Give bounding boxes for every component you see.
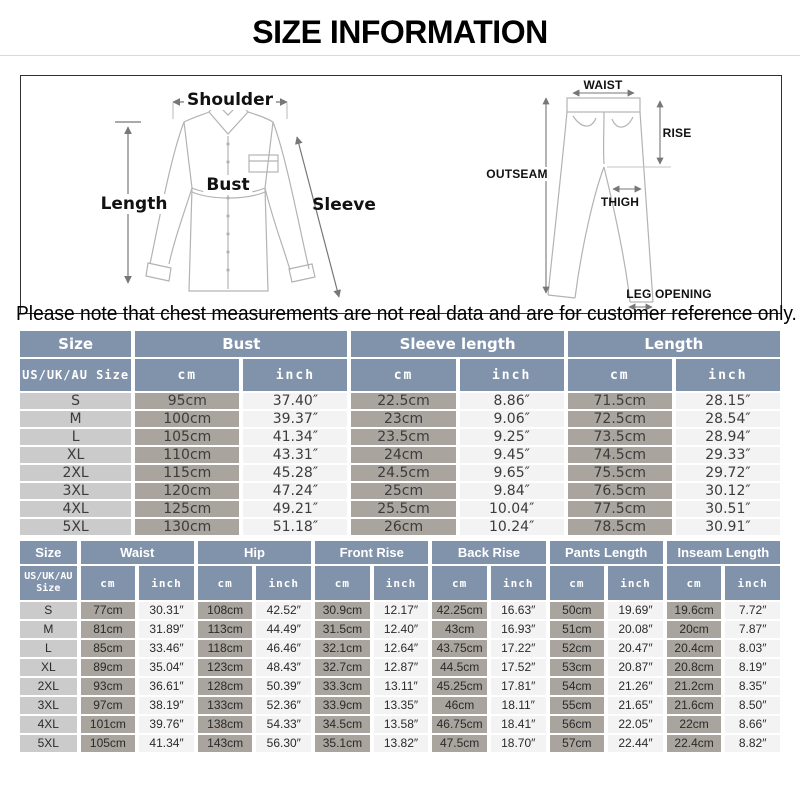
measure-cell: 54cm: [550, 678, 605, 695]
size-row-3xl: [20, 483, 780, 499]
measure-cell: 128cm: [198, 678, 253, 695]
unit-header-inch: inch: [725, 566, 780, 600]
group-header-sleeve-length: Sleeve length: [351, 331, 563, 357]
measure-cell: 18.41″: [491, 716, 546, 733]
unit-header-row: [20, 566, 780, 600]
measure-cell: 20cm: [667, 621, 722, 638]
size-cell: M: [20, 411, 131, 427]
size-cell: M: [20, 621, 77, 638]
measure-cell: 21.26″: [608, 678, 663, 695]
measure-cell: 72.5cm: [568, 411, 672, 427]
measure-cell: 22cm: [667, 716, 722, 733]
size-cell: 2XL: [20, 678, 77, 695]
unit-header-cm: cm: [198, 566, 253, 600]
length-label: Length: [98, 194, 171, 214]
measure-cell: 20.4cm: [667, 640, 722, 657]
measure-cell: 20.8cm: [667, 659, 722, 676]
measure-cell: 57cm: [550, 735, 605, 752]
measure-cell: 34.5cm: [315, 716, 370, 733]
measure-cell: 39.76″: [139, 716, 194, 733]
unit-header-cm: cm: [550, 566, 605, 600]
measure-cell: 100cm: [135, 411, 239, 427]
measure-cell: 8.19″: [725, 659, 780, 676]
measure-cell: 32.1cm: [315, 640, 370, 657]
measure-cell: 13.58″: [374, 716, 429, 733]
unit-header-cm: cm: [81, 566, 136, 600]
measure-cell: 36.61″: [139, 678, 194, 695]
measure-cell: 22.5cm: [351, 393, 455, 409]
size-cell: L: [20, 640, 77, 657]
measure-cell: 101cm: [81, 716, 136, 733]
measure-cell: 48.43″: [256, 659, 311, 676]
size-row-4xl: [20, 501, 780, 517]
unit-header-cm: cm: [568, 359, 672, 391]
measure-cell: 75.5cm: [568, 465, 672, 481]
size-cell: 4XL: [20, 716, 77, 733]
bottom-size-table: [16, 539, 784, 754]
measure-cell: 18.70″: [491, 735, 546, 752]
measure-cell: 47.24″: [243, 483, 347, 499]
measure-cell: 43.31″: [243, 447, 347, 463]
measure-cell: 130cm: [135, 519, 239, 535]
unit-header-inch: inch: [491, 566, 546, 600]
measure-cell: 35.04″: [139, 659, 194, 676]
size-row-4xl: [20, 716, 780, 733]
measure-cell: 51.18″: [243, 519, 347, 535]
measure-cell: 30.9cm: [315, 602, 370, 619]
measure-cell: 21.65″: [608, 697, 663, 714]
measure-cell: 78.5cm: [568, 519, 672, 535]
measure-cell: 77.5cm: [568, 501, 672, 517]
measure-cell: 43.75cm: [432, 640, 487, 657]
measure-cell: 31.89″: [139, 621, 194, 638]
group-header-length: Length: [568, 331, 780, 357]
measure-cell: 38.19″: [139, 697, 194, 714]
group-header-pants-length: Pants Length: [550, 541, 663, 564]
leg-opening-label: LEG OPENING: [626, 287, 712, 301]
size-cell: XL: [20, 659, 77, 676]
unit-header-inch: inch: [139, 566, 194, 600]
page-title: SIZE INFORMATION: [252, 14, 548, 50]
group-header-bust: Bust: [135, 331, 347, 357]
unit-header-cm: cm: [667, 566, 722, 600]
measure-cell: 45.28″: [243, 465, 347, 481]
size-row-xl: [20, 447, 780, 463]
measure-cell: 46.46″: [256, 640, 311, 657]
measure-cell: 42.52″: [256, 602, 311, 619]
measure-cell: 30.51″: [676, 501, 780, 517]
measure-cell: 52.36″: [256, 697, 311, 714]
measure-cell: 33.3cm: [315, 678, 370, 695]
measure-cell: 35.1cm: [315, 735, 370, 752]
unit-header-cm: cm: [315, 566, 370, 600]
size-row-s: [20, 602, 780, 619]
measure-cell: 12.40″: [374, 621, 429, 638]
size-row-3xl: [20, 697, 780, 714]
measure-cell: 54.33″: [256, 716, 311, 733]
measure-cell: 143cm: [198, 735, 253, 752]
measure-cell: 10.24″: [460, 519, 564, 535]
measure-cell: 22.44″: [608, 735, 663, 752]
measure-cell: 22.05″: [608, 716, 663, 733]
measure-cell: 9.65″: [460, 465, 564, 481]
measure-cell: 13.35″: [374, 697, 429, 714]
measure-cell: 89cm: [81, 659, 136, 676]
top-size-table: [16, 329, 784, 537]
group-header-size: Size: [20, 541, 77, 564]
measure-cell: 46cm: [432, 697, 487, 714]
group-header-hip: Hip: [198, 541, 311, 564]
size-row-2xl: [20, 465, 780, 481]
measure-cell: 21.6cm: [667, 697, 722, 714]
thigh-label: THIGH: [600, 195, 640, 209]
measure-cell: 9.25″: [460, 429, 564, 445]
sleeve-label: Sleeve: [312, 195, 376, 215]
measure-cell: 30.12″: [676, 483, 780, 499]
measure-cell: 52cm: [550, 640, 605, 657]
unit-header-cm: cm: [432, 566, 487, 600]
unit-header-row: [20, 359, 780, 391]
measure-cell: 20.47″: [608, 640, 663, 657]
measure-cell: 73.5cm: [568, 429, 672, 445]
measure-cell: 12.64″: [374, 640, 429, 657]
waist-label: WAIST: [583, 78, 623, 92]
measure-cell: 10.04″: [460, 501, 564, 517]
measure-cell: 32.7cm: [315, 659, 370, 676]
group-header-row: [20, 331, 780, 357]
unit-header-inch: inch: [256, 566, 311, 600]
unit-header-inch: inch: [460, 359, 564, 391]
measure-cell: 39.37″: [243, 411, 347, 427]
size-row-5xl: [20, 735, 780, 752]
reference-note: Please note that chest measurements are not real data and are for customer reference only.: [16, 303, 797, 325]
measure-cell: 13.82″: [374, 735, 429, 752]
measure-cell: 26cm: [351, 519, 455, 535]
group-header-inseam-length: Inseam Length: [667, 541, 780, 564]
measure-cell: 9.45″: [460, 447, 564, 463]
measure-cell: 16.93″: [491, 621, 546, 638]
measure-cell: 74.5cm: [568, 447, 672, 463]
measure-cell: 45.25cm: [432, 678, 487, 695]
measure-cell: 13.11″: [374, 678, 429, 695]
measure-cell: 105cm: [81, 735, 136, 752]
measure-cell: 118cm: [198, 640, 253, 657]
measure-cell: 46.75cm: [432, 716, 487, 733]
measure-cell: 24cm: [351, 447, 455, 463]
measure-cell: 29.72″: [676, 465, 780, 481]
measure-cell: 8.86″: [460, 393, 564, 409]
measure-cell: 19.69″: [608, 602, 663, 619]
measure-cell: 12.17″: [374, 602, 429, 619]
size-cell: 5XL: [20, 735, 77, 752]
size-cell: 2XL: [20, 465, 131, 481]
measure-cell: 24.5cm: [351, 465, 455, 481]
size-row-xl: [20, 659, 780, 676]
measure-cell: 133cm: [198, 697, 253, 714]
bust-label: Bust: [203, 175, 252, 195]
unit-header-cm: cm: [351, 359, 455, 391]
measure-cell: 8.66″: [725, 716, 780, 733]
measure-cell: 25.5cm: [351, 501, 455, 517]
measure-cell: 43cm: [432, 621, 487, 638]
measurement-diagram-box: [20, 75, 782, 314]
measure-cell: 113cm: [198, 621, 253, 638]
measure-cell: 28.15″: [676, 393, 780, 409]
measure-cell: 37.40″: [243, 393, 347, 409]
unit-header-cm: cm: [135, 359, 239, 391]
size-row-l: [20, 640, 780, 657]
measure-cell: 108cm: [198, 602, 253, 619]
measure-cell: 115cm: [135, 465, 239, 481]
size-row-s: [20, 393, 780, 409]
measure-cell: 47.5cm: [432, 735, 487, 752]
measure-cell: 17.52″: [491, 659, 546, 676]
unit-header-inch: inch: [676, 359, 780, 391]
measure-cell: 28.54″: [676, 411, 780, 427]
size-cell: 3XL: [20, 483, 131, 499]
measure-cell: 20.08″: [608, 621, 663, 638]
size-column-header: US/UK/AU Size: [20, 566, 77, 600]
measure-cell: 125cm: [135, 501, 239, 517]
size-cell: L: [20, 429, 131, 445]
measure-cell: 18.11″: [491, 697, 546, 714]
measure-cell: 17.22″: [491, 640, 546, 657]
measure-cell: 8.82″: [725, 735, 780, 752]
measure-cell: 31.5cm: [315, 621, 370, 638]
measure-cell: 23.5cm: [351, 429, 455, 445]
measure-cell: 8.50″: [725, 697, 780, 714]
unit-header-inch: inch: [608, 566, 663, 600]
measure-cell: 12.87″: [374, 659, 429, 676]
measure-cell: 55cm: [550, 697, 605, 714]
measure-cell: 44.49″: [256, 621, 311, 638]
measure-cell: 123cm: [198, 659, 253, 676]
size-column-header: US/UK/AU Size: [20, 359, 131, 391]
size-cell: S: [20, 602, 77, 619]
measure-cell: 9.84″: [460, 483, 564, 499]
size-row-m: [20, 411, 780, 427]
measure-cell: 85cm: [81, 640, 136, 657]
measure-cell: 9.06″: [460, 411, 564, 427]
measure-cell: 22.4cm: [667, 735, 722, 752]
measure-cell: 17.81″: [491, 678, 546, 695]
size-row-m: [20, 621, 780, 638]
size-information-page: [0, 12, 800, 812]
measure-cell: 30.91″: [676, 519, 780, 535]
measure-cell: 33.46″: [139, 640, 194, 657]
measure-cell: 30.31″: [139, 602, 194, 619]
size-cell: 4XL: [20, 501, 131, 517]
measure-cell: 95cm: [135, 393, 239, 409]
measure-cell: 25cm: [351, 483, 455, 499]
measure-cell: 42.25cm: [432, 602, 487, 619]
measure-cell: 120cm: [135, 483, 239, 499]
measure-cell: 53cm: [550, 659, 605, 676]
measure-cell: 50.39″: [256, 678, 311, 695]
measure-cell: 41.34″: [139, 735, 194, 752]
measure-cell: 110cm: [135, 447, 239, 463]
measure-cell: 93cm: [81, 678, 136, 695]
size-cell: 5XL: [20, 519, 131, 535]
measure-cell: 19.6cm: [667, 602, 722, 619]
measure-cell: 76.5cm: [568, 483, 672, 499]
shoulder-label: Shoulder: [184, 90, 276, 110]
shirt-illustration: [146, 103, 315, 291]
measure-cell: 41.34″: [243, 429, 347, 445]
measure-cell: 71.5cm: [568, 393, 672, 409]
measure-cell: 105cm: [135, 429, 239, 445]
measure-cell: 8.03″: [725, 640, 780, 657]
measure-cell: 7.87″: [725, 621, 780, 638]
group-header-front-rise: Front Rise: [315, 541, 428, 564]
measure-cell: 49.21″: [243, 501, 347, 517]
measure-cell: 50cm: [550, 602, 605, 619]
measure-cell: 33.9cm: [315, 697, 370, 714]
measure-cell: 44.5cm: [432, 659, 487, 676]
measure-cell: 29.33″: [676, 447, 780, 463]
measure-cell: 16.63″: [491, 602, 546, 619]
measure-cell: 23cm: [351, 411, 455, 427]
outseam-label: OUTSEAM: [483, 167, 550, 181]
measure-cell: 81cm: [81, 621, 136, 638]
size-row-5xl: [20, 519, 780, 535]
size-cell: XL: [20, 447, 131, 463]
sleeve-arrow: [297, 137, 339, 297]
measure-cell: 8.35″: [725, 678, 780, 695]
measure-cell: 56.30″: [256, 735, 311, 752]
measure-cell: 77cm: [81, 602, 136, 619]
group-header-size: Size: [20, 331, 131, 357]
unit-header-inch: inch: [243, 359, 347, 391]
group-header-back-rise: Back Rise: [432, 541, 545, 564]
unit-header-inch: inch: [374, 566, 429, 600]
rise-label: RISE: [662, 126, 692, 140]
size-row-l: [20, 429, 780, 445]
measure-cell: 7.72″: [725, 602, 780, 619]
group-header-waist: Waist: [81, 541, 194, 564]
size-row-2xl: [20, 678, 780, 695]
measure-cell: 51cm: [550, 621, 605, 638]
measure-cell: 21.2cm: [667, 678, 722, 695]
size-cell: 3XL: [20, 697, 77, 714]
measure-cell: 28.94″: [676, 429, 780, 445]
measure-cell: 20.87″: [608, 659, 663, 676]
size-cell: S: [20, 393, 131, 409]
measure-cell: 97cm: [81, 697, 136, 714]
measure-cell: 56cm: [550, 716, 605, 733]
group-header-row: [20, 541, 780, 564]
measure-cell: 138cm: [198, 716, 253, 733]
